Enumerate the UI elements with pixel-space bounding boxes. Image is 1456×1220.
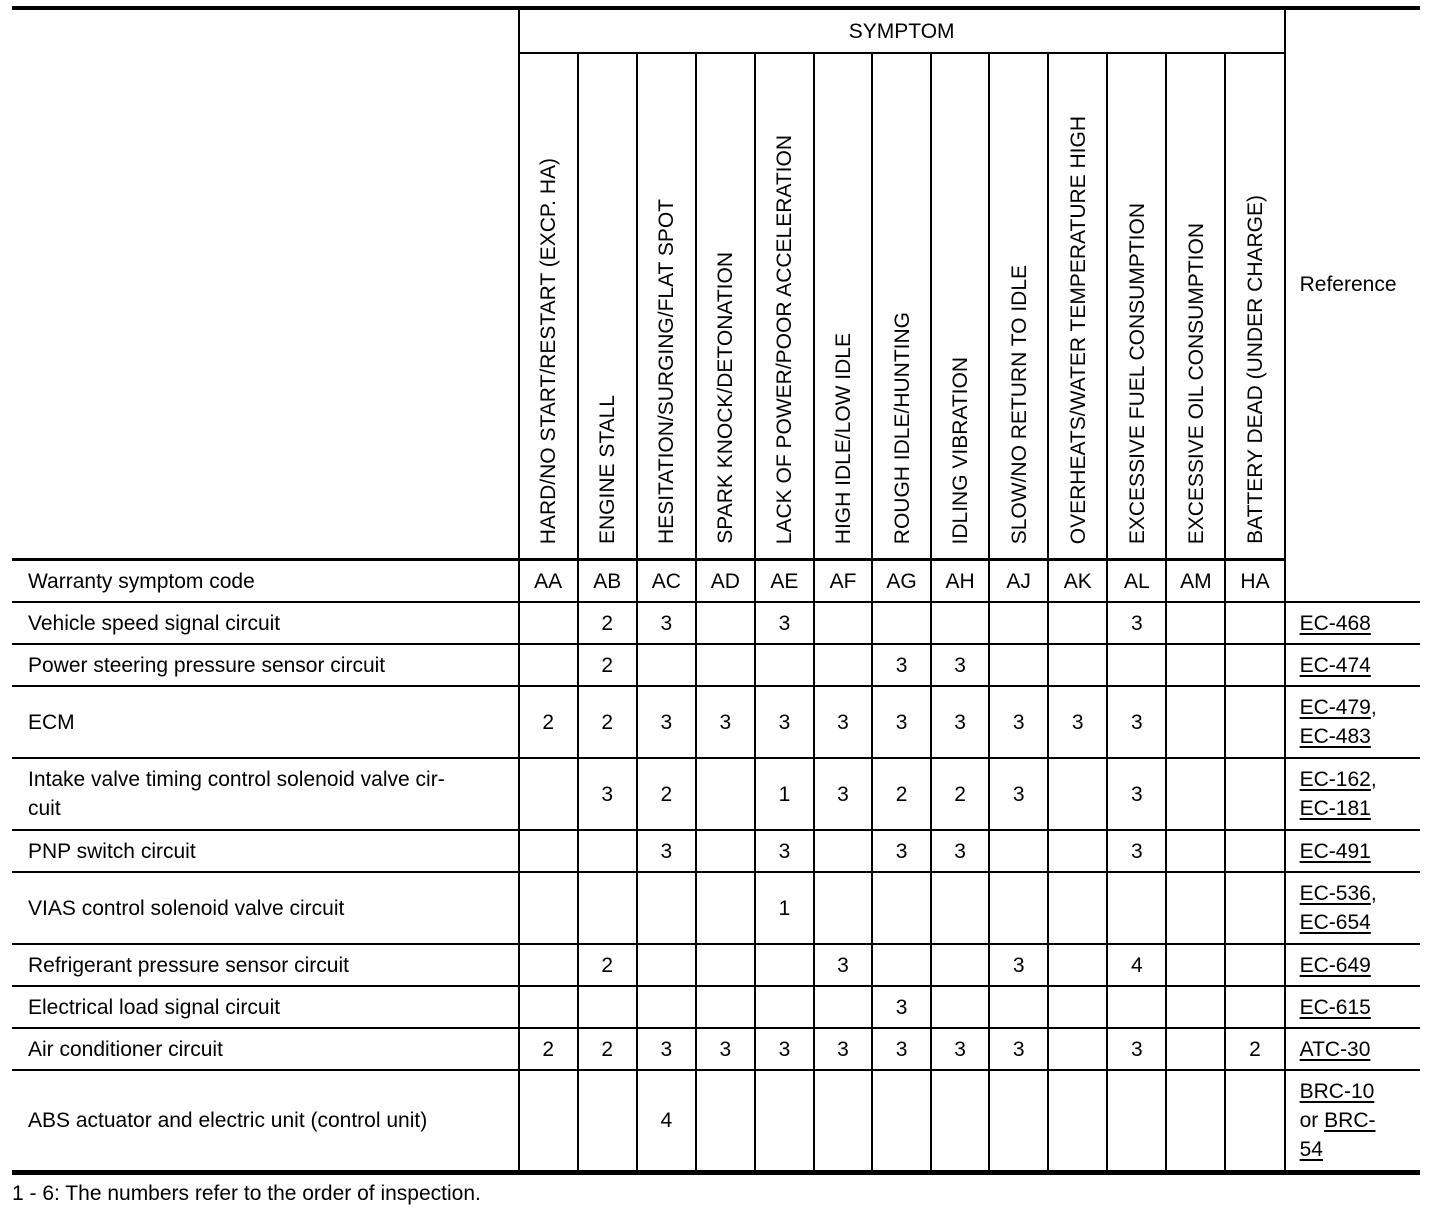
priority-cell: 3	[931, 686, 989, 758]
priority-cell	[814, 644, 872, 686]
priority-cell	[1225, 686, 1284, 758]
priority-cell	[1225, 944, 1284, 986]
reference-header: Reference	[1285, 8, 1420, 560]
symptom-header-3	[696, 53, 755, 560]
reference-cell	[1285, 758, 1420, 830]
row-label: Air conditioner circuit	[12, 1028, 519, 1070]
priority-cell: 3	[931, 1028, 989, 1070]
symptom-header-7	[931, 53, 989, 560]
reference-link[interactable]: EC-483	[1299, 725, 1371, 748]
symptom-header-5	[814, 53, 872, 560]
priority-cell	[696, 1070, 755, 1173]
priority-cell	[931, 944, 989, 986]
row-label: ECM	[12, 686, 519, 758]
priority-cell	[1048, 1070, 1107, 1173]
priority-cell: 3	[931, 830, 989, 872]
priority-cell: 3	[872, 1028, 931, 1070]
reference-link[interactable]: EC-162	[1299, 768, 1371, 791]
priority-cell: 1	[755, 758, 814, 830]
priority-cell	[872, 602, 931, 644]
priority-cell: 3	[1107, 758, 1166, 830]
priority-cell: 2	[931, 758, 989, 830]
priority-cell: 3	[872, 686, 931, 758]
corner-blank-cell	[12, 8, 519, 560]
priority-cell: 3	[931, 644, 989, 686]
priority-cell	[1166, 758, 1225, 830]
symptom-label: HIGH IDLE/LOW IDLE	[832, 332, 855, 544]
priority-cell	[696, 602, 755, 644]
priority-cell	[1048, 944, 1107, 986]
warranty-code-cell: AK	[1048, 560, 1107, 603]
priority-cell	[931, 1070, 989, 1173]
row-label: Power steering pressure sensor circuit	[12, 644, 519, 686]
priority-cell: 3	[578, 758, 637, 830]
row-label	[12, 758, 519, 830]
priority-cell	[1166, 644, 1225, 686]
priority-cell: 2	[519, 1028, 578, 1070]
symptom-header-4	[755, 53, 814, 560]
priority-cell	[1225, 758, 1284, 830]
reference-blank-cell	[1285, 560, 1420, 603]
priority-cell: 2	[578, 602, 637, 644]
symptom-header-8	[989, 53, 1048, 560]
priority-cell: 3	[637, 602, 696, 644]
reference-cell	[1285, 1070, 1420, 1173]
warranty-code-cell: AB	[578, 560, 637, 603]
reference-cell	[1285, 644, 1420, 686]
reference-link[interactable]: BRC-10	[1299, 1080, 1375, 1103]
priority-cell	[1166, 830, 1225, 872]
priority-cell: 3	[637, 686, 696, 758]
warranty-code-cell: AD	[696, 560, 755, 603]
symptom-header-12	[1225, 53, 1284, 560]
priority-cell	[755, 644, 814, 686]
symptom-header-10	[1107, 53, 1166, 560]
priority-cell	[989, 986, 1048, 1028]
priority-cell	[637, 644, 696, 686]
warranty-code-cell: AJ	[989, 560, 1048, 603]
priority-cell: 2	[1225, 1028, 1284, 1070]
priority-cell	[814, 602, 872, 644]
row-label: VIAS control solenoid valve circuit	[12, 872, 519, 944]
row-label-line: cuit	[28, 797, 61, 820]
priority-cell: 3	[814, 944, 872, 986]
symptom-header-9	[1048, 53, 1107, 560]
reference-link[interactable]: EC-491	[1299, 839, 1371, 863]
reference-link[interactable]: 54	[1299, 1138, 1323, 1161]
priority-cell: 3	[872, 986, 931, 1028]
reference-link[interactable]: BRC-	[1324, 1109, 1376, 1132]
reference-cell	[1285, 944, 1420, 986]
symptom-header-0	[519, 53, 578, 560]
priority-cell	[696, 986, 755, 1028]
reference-link[interactable]: EC-479	[1299, 696, 1371, 719]
priority-cell	[1166, 686, 1225, 758]
priority-cell: 4	[1107, 944, 1166, 986]
symptom-label: ROUGH IDLE/HUNTING	[890, 311, 914, 544]
reference-link[interactable]: EC-536	[1299, 882, 1371, 905]
table-row	[12, 686, 1420, 758]
priority-cell	[1048, 872, 1107, 944]
priority-cell	[755, 1070, 814, 1173]
row-label: Refrigerant pressure sensor circuit	[12, 944, 519, 986]
priority-cell	[1166, 1028, 1225, 1070]
symptom-label: LACK OF POWER/POOR ACCELERATION	[773, 134, 797, 544]
reference-link[interactable]: ATC-30	[1299, 1037, 1371, 1061]
row-label: ABS actuator and electric unit (control unit)	[12, 1070, 519, 1173]
priority-cell	[755, 944, 814, 986]
symptom-label: SPARK KNOCK/DETONATION	[714, 252, 738, 544]
warranty-code-cell: AH	[931, 560, 989, 603]
priority-cell: 3	[755, 602, 814, 644]
priority-cell	[519, 1070, 578, 1173]
symptom-matrix-table	[12, 6, 1420, 1175]
reference-separator: ,	[1370, 882, 1377, 905]
priority-cell	[989, 644, 1048, 686]
priority-cell	[755, 986, 814, 1028]
priority-cell: 3	[989, 686, 1048, 758]
warranty-code-cell: AC	[637, 560, 696, 603]
priority-cell: 3	[755, 686, 814, 758]
priority-cell: 2	[578, 644, 637, 686]
priority-cell	[519, 758, 578, 830]
priority-cell	[814, 872, 872, 944]
symptom-header-1	[578, 53, 637, 560]
priority-cell	[519, 830, 578, 872]
symptom-title-row	[12, 8, 1420, 53]
warranty-code-label: Warranty symptom code	[12, 560, 519, 603]
priority-cell: 3	[1107, 830, 1166, 872]
priority-cell	[1107, 644, 1166, 686]
priority-cell	[637, 944, 696, 986]
priority-cell: 4	[637, 1070, 696, 1173]
priority-cell	[989, 830, 1048, 872]
symptom-header-11	[1166, 53, 1225, 560]
priority-cell	[1048, 1028, 1107, 1070]
priority-cell: 3	[989, 1028, 1048, 1070]
priority-cell	[696, 830, 755, 872]
priority-cell	[519, 944, 578, 986]
priority-cell	[989, 602, 1048, 644]
priority-cell	[1107, 872, 1166, 944]
warranty-code-cell: AA	[519, 560, 578, 603]
warranty-code-cell: AF	[814, 560, 872, 603]
table-row	[12, 1028, 1420, 1070]
priority-cell	[696, 872, 755, 944]
warranty-code-cell: AE	[755, 560, 814, 603]
priority-cell	[1225, 986, 1284, 1028]
table-row	[12, 1070, 1420, 1173]
priority-cell	[872, 1070, 931, 1173]
priority-cell	[872, 872, 931, 944]
priority-cell	[931, 986, 989, 1028]
priority-cell: 3	[872, 830, 931, 872]
priority-cell	[814, 1070, 872, 1173]
symptom-header-2	[637, 53, 696, 560]
reference-separator: or	[1299, 1109, 1319, 1132]
priority-cell: 3	[1107, 686, 1166, 758]
reference-separator: ,	[1370, 696, 1377, 719]
symptom-label: SLOW/NO RETURN TO IDLE	[1007, 264, 1031, 544]
reference-link[interactable]: EC-468	[1299, 611, 1371, 635]
priority-cell: 2	[578, 686, 637, 758]
priority-cell	[989, 1070, 1048, 1173]
symptom-label: HESITATION/SURGING/FLAT SPOT	[655, 199, 679, 544]
diagnosis-chart-page	[12, 6, 1420, 1175]
priority-cell	[578, 830, 637, 872]
priority-cell	[519, 872, 578, 944]
priority-cell: 2	[637, 758, 696, 830]
priority-cell: 2	[872, 758, 931, 830]
priority-cell: 3	[637, 830, 696, 872]
priority-cell: 3	[637, 1028, 696, 1070]
priority-cell	[1048, 830, 1107, 872]
priority-cell	[1048, 602, 1107, 644]
priority-cell: 3	[989, 758, 1048, 830]
priority-cell	[1166, 986, 1225, 1028]
priority-cell	[814, 986, 872, 1028]
priority-cell	[637, 872, 696, 944]
table-row	[12, 758, 1420, 830]
priority-cell	[1225, 830, 1284, 872]
symptom-label: EXCESSIVE OIL CONSUMPTION	[1184, 222, 1208, 544]
reference-cell	[1285, 602, 1420, 644]
symptom-title: SYMPTOM	[519, 8, 1285, 53]
priority-cell: 3	[1048, 686, 1107, 758]
reference-cell	[1285, 986, 1420, 1028]
priority-cell: 3	[814, 686, 872, 758]
priority-cell	[578, 986, 637, 1028]
priority-cell	[696, 644, 755, 686]
priority-cell	[1225, 644, 1284, 686]
priority-cell	[1166, 944, 1225, 986]
warranty-code-row	[12, 560, 1420, 603]
priority-cell: 3	[814, 1028, 872, 1070]
warranty-code-cell: AM	[1166, 560, 1225, 603]
priority-cell: 2	[578, 1028, 637, 1070]
priority-cell: 1	[755, 872, 814, 944]
symptom-label: EXCESSIVE FUEL CONSUMPTION	[1125, 202, 1149, 544]
priority-cell	[578, 1070, 637, 1173]
reference-link[interactable]: EC-181	[1299, 797, 1371, 820]
footnote: 1 - 6: The numbers refer to the order of inspection.	[12, 1182, 481, 1205]
reference-link[interactable]: EC-654	[1299, 911, 1371, 934]
reference-cell	[1285, 686, 1420, 758]
table-row	[12, 602, 1420, 644]
priority-cell	[1048, 986, 1107, 1028]
symptom-label: OVERHEATS/WATER TEMPERATURE HIGH	[1066, 115, 1090, 544]
priority-cell: 3	[1107, 1028, 1166, 1070]
priority-cell	[519, 986, 578, 1028]
priority-cell	[1107, 1070, 1166, 1173]
priority-cell: 3	[755, 830, 814, 872]
warranty-code-cell: HA	[1225, 560, 1284, 603]
reference-link[interactable]: EC-474	[1299, 653, 1371, 677]
table-row	[12, 986, 1420, 1028]
priority-cell	[1166, 1070, 1225, 1173]
row-label: Vehicle speed signal circuit	[12, 602, 519, 644]
priority-cell: 3	[696, 686, 755, 758]
priority-cell	[1225, 1070, 1284, 1173]
warranty-code-cell: AG	[872, 560, 931, 603]
priority-cell: 3	[1107, 602, 1166, 644]
priority-cell	[578, 872, 637, 944]
symptom-label: BATTERY DEAD (UNDER CHARGE)	[1244, 195, 1268, 544]
priority-cell	[931, 872, 989, 944]
warranty-code-cell: AL	[1107, 560, 1166, 603]
symptom-label: HARD/NO START/RESTART (EXCP. HA)	[537, 157, 561, 544]
priority-cell	[872, 944, 931, 986]
priority-cell	[989, 872, 1048, 944]
table-row	[12, 644, 1420, 686]
reference-link[interactable]: EC-615	[1299, 995, 1371, 1019]
priority-cell	[1225, 602, 1284, 644]
priority-cell	[519, 644, 578, 686]
priority-cell	[1048, 644, 1107, 686]
priority-cell	[1166, 602, 1225, 644]
symptom-label: ENGINE STALL	[596, 395, 620, 544]
table-row	[12, 944, 1420, 986]
priority-cell: 3	[989, 944, 1048, 986]
priority-cell: 3	[814, 758, 872, 830]
priority-cell	[696, 944, 755, 986]
reference-separator: ,	[1370, 768, 1377, 791]
reference-link[interactable]: EC-649	[1299, 953, 1371, 977]
table-row	[12, 830, 1420, 872]
symptom-label: IDLING VIBRATION	[949, 356, 973, 544]
priority-cell	[696, 758, 755, 830]
priority-cell: 3	[755, 1028, 814, 1070]
reference-cell	[1285, 872, 1420, 944]
priority-cell: 2	[519, 686, 578, 758]
priority-cell: 3	[872, 644, 931, 686]
reference-cell	[1285, 830, 1420, 872]
table-row	[12, 872, 1420, 944]
row-label: Electrical load signal circuit	[12, 986, 519, 1028]
row-label: PNP switch circuit	[12, 830, 519, 872]
priority-cell	[814, 830, 872, 872]
row-label-line: Intake valve timing control solenoid valve cir-	[28, 768, 445, 791]
priority-cell	[1166, 872, 1225, 944]
priority-cell	[1225, 872, 1284, 944]
symptom-header-6	[872, 53, 931, 560]
reference-cell	[1285, 1028, 1420, 1070]
priority-cell: 2	[578, 944, 637, 986]
priority-cell	[931, 602, 989, 644]
priority-cell	[637, 986, 696, 1028]
priority-cell	[519, 602, 578, 644]
priority-cell: 3	[696, 1028, 755, 1070]
priority-cell	[1107, 986, 1166, 1028]
priority-cell	[1048, 758, 1107, 830]
